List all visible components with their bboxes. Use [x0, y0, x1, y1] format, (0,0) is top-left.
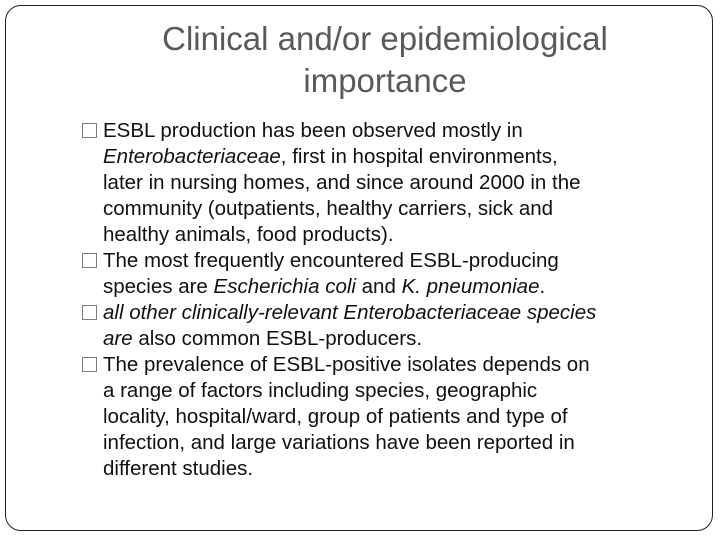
- text-run: community (outpatients, healthy carriers, sick and: [103, 197, 554, 220]
- text-run: and: [355, 275, 402, 298]
- bullet-list: [82, 118, 692, 482]
- text-run: different studies.: [103, 457, 254, 480]
- bullet-line: [103, 118, 692, 144]
- italic-text: are: [103, 327, 133, 350]
- bullet-item: [82, 248, 692, 300]
- italic-text: K. pneumoniae: [401, 275, 540, 298]
- bullet-line: [103, 378, 692, 404]
- checkbox-bullet-icon: [82, 305, 97, 320]
- bullet-line: [103, 196, 692, 222]
- bullet-line: [103, 326, 692, 352]
- title-line-1: Clinical and/or epidemiological: [162, 20, 608, 57]
- bullet-line: [103, 144, 692, 170]
- italic-text: Escherichia coli: [213, 275, 356, 298]
- text-run: infection, and large variations have been reported in: [103, 431, 575, 454]
- text-run: The most frequently encountered ESBL-producing: [103, 249, 559, 272]
- text-run: ESBL production has been observed mostly in: [103, 119, 523, 142]
- bullet-line: [103, 170, 692, 196]
- text-run: a range of factors including species, geographic: [103, 379, 538, 402]
- bullet-line: [103, 430, 692, 456]
- bullet-item: [82, 118, 692, 248]
- bullet-line: [103, 248, 692, 274]
- text-run: later in nursing homes, and since around 2000 in the: [103, 171, 581, 194]
- bullet-line: [103, 404, 692, 430]
- checkbox-bullet-icon: [82, 253, 97, 268]
- text-run: locality, hospital/ward, group of patients and type of: [103, 405, 568, 428]
- bullet-line: [103, 352, 692, 378]
- bullet-line: [103, 222, 692, 248]
- italic-text: Enterobacteriaceae: [103, 145, 281, 168]
- bullet-line: [103, 456, 692, 482]
- checkbox-bullet-icon: [82, 357, 97, 372]
- slide-title: [40, 18, 720, 102]
- bullet-item: [82, 300, 692, 352]
- checkbox-bullet-icon: [82, 123, 97, 138]
- text-run: The prevalence of ESBL-positive isolates depends on: [103, 353, 590, 376]
- text-run: .: [539, 275, 546, 298]
- text-run: also common ESBL-producers.: [132, 327, 423, 350]
- bullet-line: [103, 300, 692, 326]
- bullet-item: [82, 352, 692, 482]
- text-run: healthy animals, food products).: [103, 223, 394, 246]
- title-line-2: importance: [303, 62, 467, 99]
- italic-text: all other clinically-relevant Enterobacteriaceae species: [103, 301, 597, 324]
- text-run: , first in hospital environments,: [280, 145, 558, 168]
- bullet-line: [103, 274, 692, 300]
- text-run: species are: [103, 275, 214, 298]
